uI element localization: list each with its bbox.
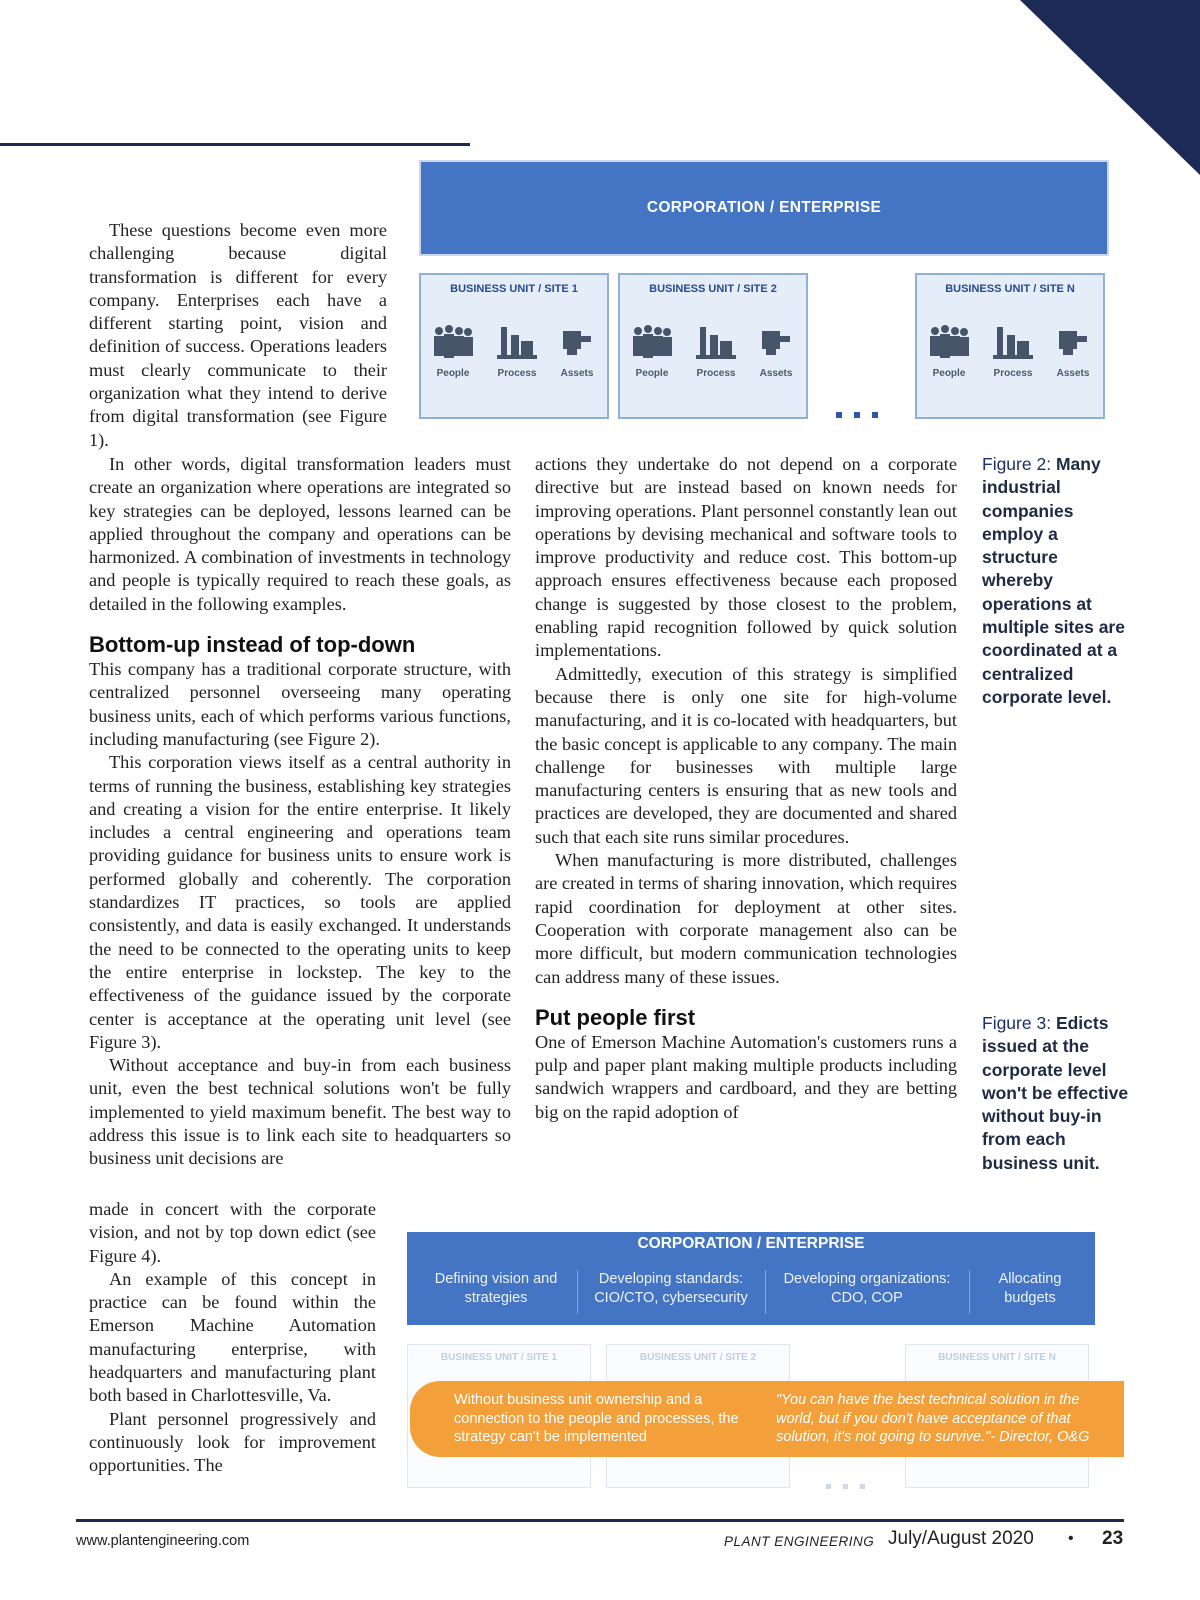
figure3-role-cell: Developing standards: CIO/CTO, cybersecurity xyxy=(594,1271,748,1306)
paragraph: Without acceptance and buy-in from each business unit, even the best technical solutions won't be fully implemented to yield maximum benefit. The best way to address this issue is to link each site to headquarters so business unit decisions are xyxy=(89,1055,511,1169)
process-icon xyxy=(694,323,738,361)
ellipsis-dot xyxy=(826,1484,831,1489)
divider xyxy=(969,1270,970,1314)
people-label: People xyxy=(635,368,669,379)
assets-label: Assets xyxy=(759,368,793,379)
figure3-corporation-title: CORPORATION / ENTERPRISE xyxy=(637,1235,865,1252)
figure3-corporation-box xyxy=(407,1232,1095,1325)
figure3-caption-label: Figure 3: xyxy=(982,1013,1052,1033)
figure3-caption xyxy=(982,1012,1132,1175)
paragraph: made in concert with the corporate vision, and not by top down edict (see Figure 4). xyxy=(89,1199,376,1266)
paragraph: These questions become even more challenging because digital transformation is different for every company. Enterprises each have a different starting point, vision and definition of success. Operations leaders must clearly communicate to their organization what they intend to derive from digital transformation (see Figure 1). xyxy=(89,220,387,450)
figure3-role-cell: Defining vision and strategies xyxy=(434,1271,558,1306)
figure2-unit-1 xyxy=(419,273,609,419)
figure2-corporation-box xyxy=(419,160,1109,256)
paragraph: Plant personnel progressively and continuously look for improvement opportunities. The xyxy=(89,1408,376,1476)
figure3-role-cell: Allocating budgets xyxy=(998,1271,1062,1306)
process-label: Process xyxy=(497,368,537,379)
process-label: Process xyxy=(696,368,736,379)
section-heading: Bottom-up instead of top-down xyxy=(89,632,416,658)
ellipsis-dot xyxy=(860,1484,865,1489)
ellipsis-dot xyxy=(872,412,878,418)
figure2-unit-title: BUSINESS UNIT / SITE 1 xyxy=(450,283,578,295)
column1-main xyxy=(89,453,511,1197)
process-icon xyxy=(991,323,1035,361)
top-rule xyxy=(0,143,470,146)
divider xyxy=(765,1270,766,1314)
section-heading: Put people first xyxy=(535,1004,696,1030)
footer-bullet: • xyxy=(1068,1530,1074,1547)
paragraph: When manufacturing is more distributed, challenges are created in terms of sharing innovation, which requires rapid coordination for deployment at other sites. Cooperation with corporate management also can be more difficult, but modern communication technologies can address many of these issues. xyxy=(535,850,957,987)
ellipsis-dot xyxy=(854,412,860,418)
paragraph: This company has a traditional corporate structure, with centralized personnel overseeing many operating business units, each of which performs various functions, including manufacturing (see Figure 2). xyxy=(89,659,511,749)
figure2-unit-n xyxy=(915,273,1105,419)
ellipsis-dot xyxy=(836,412,842,418)
paragraph: An example of this concept in practice can be found within the Emerson Machine Automation manufacturing enterprise, with headquarters and manufacturing plant both based in Charlottesville, Va. xyxy=(89,1268,376,1406)
figure3-callout-band xyxy=(410,1381,1124,1457)
people-label: People xyxy=(932,368,966,379)
assets-label: Assets xyxy=(560,368,594,379)
people-label: People xyxy=(436,368,470,379)
corner-decoration xyxy=(1000,0,1200,175)
column2 xyxy=(535,453,957,1124)
page-number: 23 xyxy=(1102,1528,1124,1549)
assets-icon xyxy=(555,323,599,361)
assets-icon xyxy=(754,323,798,361)
footer-url: www.plantengineering.com xyxy=(76,1533,250,1549)
figure2-unit-2 xyxy=(618,273,808,419)
paragraph: In other words, digital transformation leaders must create an organization where operations are integrated so key strategies can be deployed, lessons learned can be applied throughout the company and operations can be harmonized. A combination of investments in technology and people is typically required to reach these goals, as detailed in the following examples. xyxy=(89,454,511,614)
figure2-corporation-title: CORPORATION / ENTERPRISE xyxy=(646,199,882,216)
ellipsis-dot xyxy=(843,1484,848,1489)
footer-magazine: PLANT ENGINEERING xyxy=(724,1534,875,1549)
paragraph: This corporation views itself as a central authority in terms of running the business, establishing key strategies and creating a vision for the entire enterprise. It likely includes a central engineering and operations team providing guidance for business units to ensure work is performed globally and coherently. The corporation standardizes IT practices, so tools are applied consistently, and data is easily exchanged. It understands the need to be connected to the operating units to keep the entire enterprise in lockstep. The key to the effectiveness of the guidance issued by the corporate center is acceptance at the operating unit level (see Figure 3). xyxy=(89,752,511,1052)
process-label: Process xyxy=(993,368,1033,379)
figure3-callout-left: Without business unit ownership and a connection to the people and processes, the strategy can't be implemented xyxy=(454,1392,739,1445)
footer-rule xyxy=(76,1519,1124,1522)
column1-bottom xyxy=(89,1198,376,1478)
paragraph: Admittedly, execution of this strategy is simplified because there is only one site for high-volume manufacturing, and it is co-located with headquarters, but the basic concept is applicable to any company. The main challenge for businesses with multiple large manufacturing centers is ensuring that as new tools and practices are developed, they are documented and shared such that each site runs similar procedures. xyxy=(535,663,957,847)
figure2-caption xyxy=(982,453,1132,709)
figure2-unit-title: BUSINESS UNIT / SITE 2 xyxy=(649,283,777,295)
footer-issue: July/August 2020 xyxy=(888,1528,1034,1549)
figure3-caption-text: Edicts issued at the corporate level won't be effective without buy-in from each business unit. xyxy=(982,1013,1129,1173)
people-icon xyxy=(927,323,971,361)
assets-icon xyxy=(1051,323,1095,361)
figure3-role-cell: Developing organizations: CDO, COP xyxy=(783,1271,951,1306)
figure3-ellipsis xyxy=(826,1476,877,1494)
assets-label: Assets xyxy=(1056,368,1090,379)
figure3-unit-title: BUSINESS UNIT / SITE N xyxy=(938,1352,1056,1363)
divider xyxy=(577,1270,578,1314)
figure2-ellipsis xyxy=(836,405,890,423)
process-icon xyxy=(495,323,539,361)
paragraph: One of Emerson Machine Automation's customers runs a pulp and paper plant making multiple products including sandwich wrappers and cardboard, and they are betting big on the rapid adoption of xyxy=(535,1031,957,1122)
people-icon xyxy=(431,323,475,361)
figure2-unit-title: BUSINESS UNIT / SITE N xyxy=(945,283,1075,295)
people-icon xyxy=(630,323,674,361)
figure3-unit-title: BUSINESS UNIT / SITE 1 xyxy=(440,1352,558,1363)
figure2-caption-label: Figure 2: xyxy=(982,454,1052,474)
figure3-unit-title: BUSINESS UNIT / SITE 2 xyxy=(639,1352,757,1363)
paragraph: actions they undertake do not depend on a corporate directive but are instead based on known needs for improving operations. Plant personnel constantly lean out operations by devising mechanical and software tools to improve productivity and reduce cost. This bottom-up approach ensures effectiveness because each proposed change is suggested by those closest to the problem, enabling rapid recognition followed by quick solution implementations. xyxy=(535,454,957,661)
column1-top xyxy=(89,219,387,452)
figure3-callout-quote: "You can have the best technical solution in the world, but if you don't have acceptance of that solution, it's not going to survive."- Director, O&G xyxy=(776,1392,1090,1445)
figure2-caption-text: Many industrial companies employ a structure whereby operations at multiple sites are coordinated at a centralized corporate level. xyxy=(982,454,1125,707)
